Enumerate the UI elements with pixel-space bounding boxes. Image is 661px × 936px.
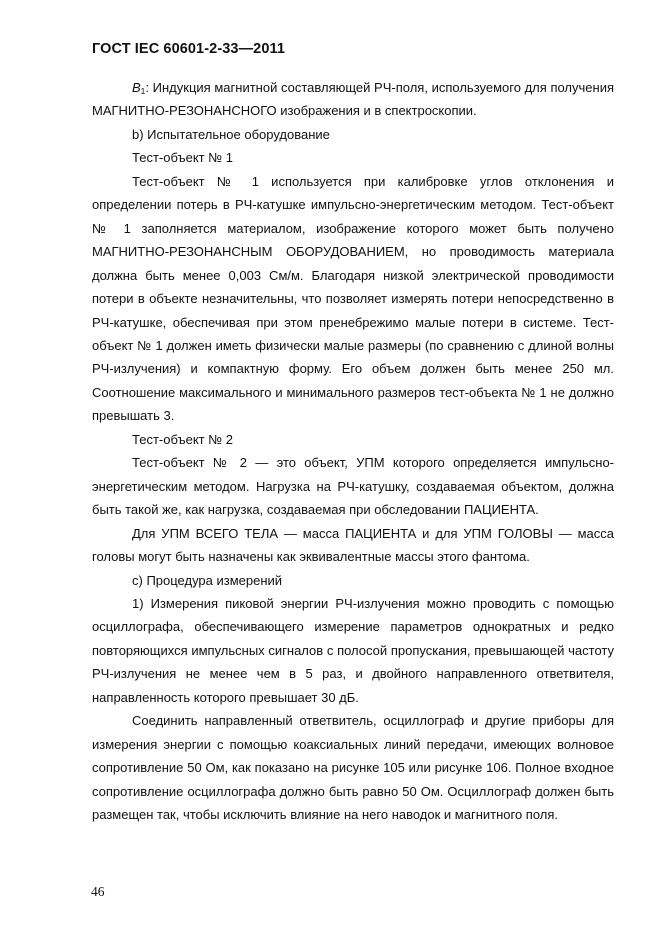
page-header-title: ГОСТ IEC 60601-2-33—2011: [92, 41, 286, 57]
paragraph-test-object-1-description: Тест-объект № 1 используется при калибровке углов отклонения и определении потерь в РЧ-катушке импульсно-энергетическим методом. Тест-объект № 1 заполняется материалом, изображение которого может быть получено МАГНИТНО-РЕЗОНАНСНЫМ ОБОРУДОВАНИЕМ, но проводимость материала должна быть менее 0,003 См/м. Благодаря низкой электрической проводимости потери в объекте незначительны, что позволяет измерять потери непосредственно в РЧ-катушке, обеспечивая при этом пренебрежимо малые потери в системе. Тест-объект № 1 должен иметь физически малые размеры (по сравнению с длиной волны РЧ-излучения) и компактную форму. Его объем должен быть менее 250 мл. Соотношение максимального и минимального размеров тест-объекта № 1 не должно превышать 3.: [92, 173, 614, 424]
paragraph-peak-energy-measurement: 1) Измерения пиковой энергии РЧ-излучения можно проводить с помощью осциллографа, обеспечивающего измерение параметров однократных и редко повторяющихся импульсных сигналов с полосой пропускания, превышающей частоту РЧ-излучения не менее чем в 5 раз, и двойного направленного ответвителя, направленность которого превышает 30 дБ.: [92, 595, 614, 705]
document-body: [92, 76, 614, 827]
paragraph-test-equipment-heading: b) Испытательное оборудование: [132, 126, 330, 142]
b1-definition-text: : Индукция магнитной составляющей РЧ-поля, используемого для получения МАГНИТНО-РЕЗОНАНСНОГО изображения и в спектроскопии.: [92, 80, 614, 119]
paragraph-measurement-procedure-heading: c) Процедура измерений: [132, 572, 283, 588]
b1-symbol: B: [132, 80, 141, 95]
page-number: 46: [91, 884, 105, 899]
paragraph-b1-definition: [92, 76, 614, 123]
paragraph-sar-masses: Для УПМ ВСЕГО ТЕЛА — масса ПАЦИЕНТА и для УПМ ГОЛОВЫ — масса головы могут быть назначены как эквивалентные массы этого фантома.: [92, 525, 614, 565]
b1-subscript: 1: [140, 86, 146, 96]
paragraph-coupler-connection: Соединить направленный ответвитель, осциллограф и другие приборы для измерения энергии с помощью коаксиальных линий передачи, имеющих волновое сопротивление 50 Ом, как показано на рисунке 105 или рисунке 106. Полное входное сопротивление осциллографа должно быть равно 50 Ом. Осциллограф должен быть размещен так, чтобы исключить влияние на него наводок и магнитного поля.: [92, 713, 614, 823]
paragraph-test-object-2-description: Тест-объект № 2 — это объект, УПМ которого определяется импульсно-энергетическим методом. Нагрузка на РЧ-катушку, создаваемая объектом, должна быть такой же, как нагрузка, создаваемая при обследовании ПАЦИЕНТА.: [92, 455, 614, 518]
paragraph-test-object-2-heading: Тест-объект № 2: [132, 431, 234, 447]
paragraph-test-object-1-heading: Тест-объект № 1: [132, 150, 234, 166]
